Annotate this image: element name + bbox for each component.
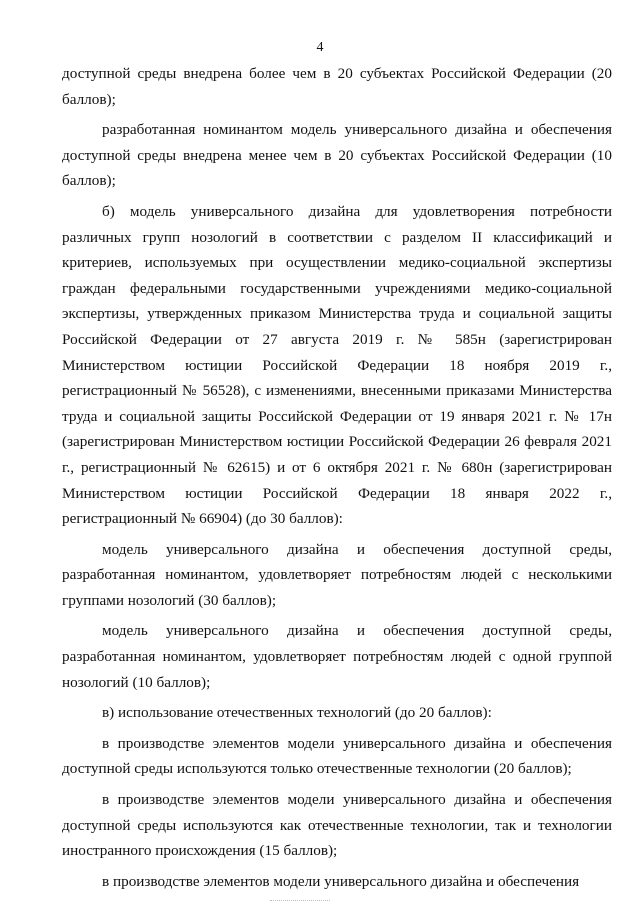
paragraph-criterion-c-option-3: в производстве элементов модели универсального дизайна и обеспечения [102, 872, 580, 890]
paragraph-criterion-c: в) использование отечественных технологий (до 20 баллов): [102, 704, 492, 722]
scan-artifact [270, 900, 330, 902]
document-body [62, 61, 612, 899]
paragraph-criterion-b-option-2: модель универсального дизайна и обеспечения доступной среды, разработанная номинантом, удовлетворяет потребностям людей с одной группой нозологий (10 баллов); [62, 622, 612, 691]
paragraph-continuation: доступной среды внедрена более чем в 20 субъектах Российской Федерации (20 баллов); [62, 65, 612, 108]
page-number: 4 [316, 40, 324, 55]
paragraph-criterion-b: б) модель универсального дизайна для удовлетворения потребности различных групп нозологий в соответствии с разделом II классификаций и критериев, используемых при осуществлении медико-социальной экспертизы граждан федеральными государственными учреждениями медико-социальной экспертизы, утвержденных приказом Министерства труда и социальной защиты Российской Федерации от 27 августа 2019 г. № 585н (зарегистрирован Министерством юстиции Российской Федерации 18 ноября 2019 г., регистрационный № 56528), с изменениями, внесенными приказами Министерства труда и социальной защиты Российской Федерации от 19 января 2021 г. № 17н (зарегистрирован Министерством юстиции Российской Федерации 26 февраля 2021 г., регистрационный № 62615) и от 6 октября 2021 г. № 680н (зарегистрирован Министерством юстиции Российской Федерации 18 января 2022 г., регистрационный № 66904) (до 30 баллов): [62, 202, 612, 528]
paragraph-criterion-a-option: разработанная номинантом модель универсального дизайна и обеспечения доступной среды внедрена менее чем в 20 субъектах Российской Федерации (10 баллов); [62, 121, 612, 190]
paragraph-criterion-b-option-1: модель универсального дизайна и обеспечения доступной среды, разработанная номинантом, удовлетворяет потребностям людей с несколькими группами нозологий (30 баллов); [62, 540, 612, 609]
paragraph-criterion-c-option-2: в производстве элементов модели универсального дизайна и обеспечения доступной среды используются как отечественные технологии, так и технологии иностранного происхождения (15 баллов); [62, 791, 612, 860]
paragraph-criterion-c-option-1: в производстве элементов модели универсального дизайна и обеспечения доступной среды используются только отечественные технологии (20 баллов); [62, 734, 612, 778]
